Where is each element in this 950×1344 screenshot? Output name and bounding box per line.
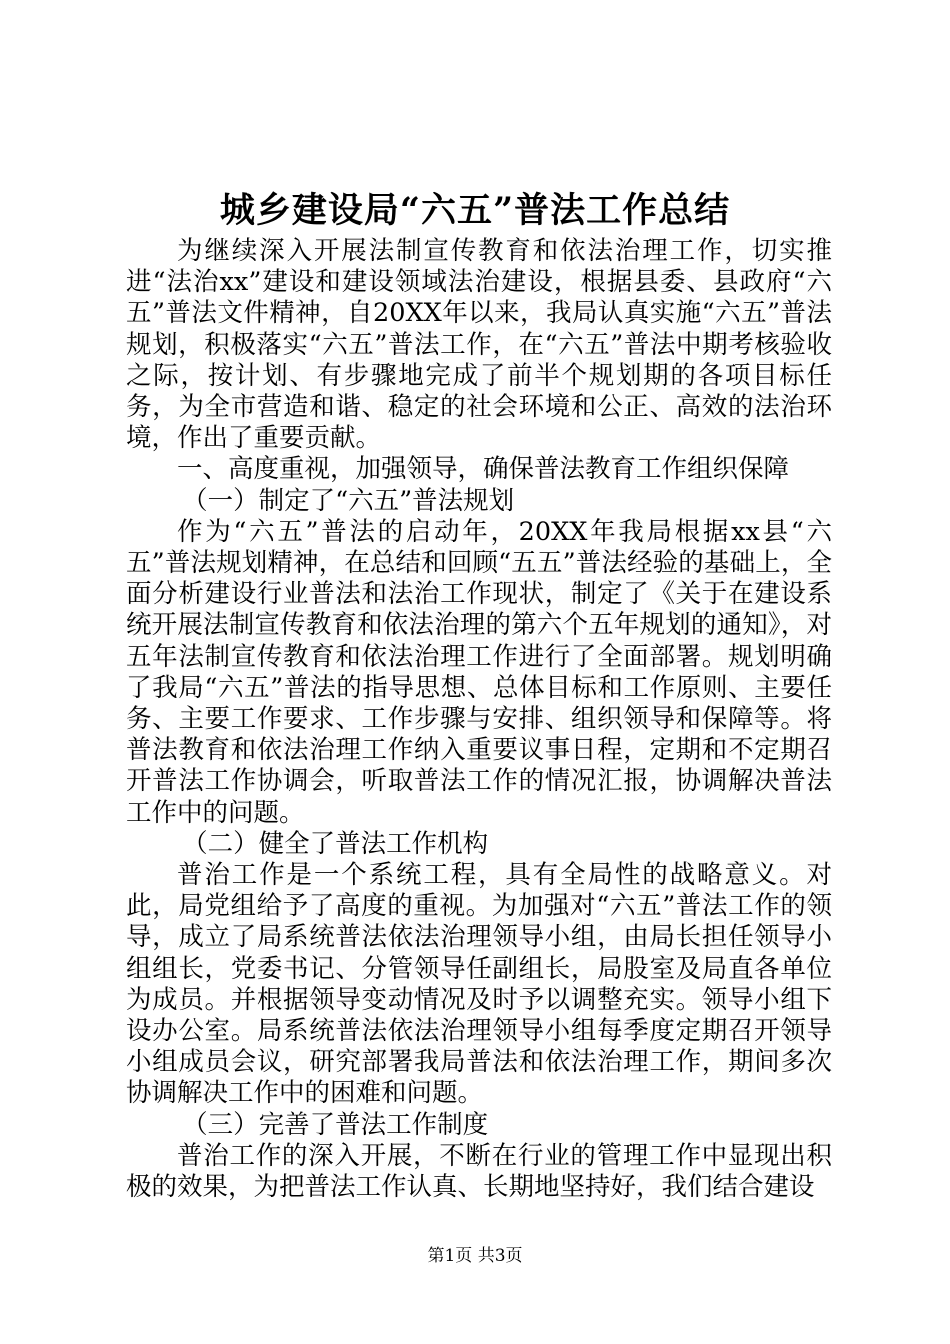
subsection-1-heading: （一）制定了“六五”普法规划 xyxy=(182,485,515,516)
section-1-heading: 一、高度重视，加强领导，确保普法教育工作组织保障 xyxy=(177,454,790,485)
page-number: 第1页 共3页 xyxy=(427,1246,523,1266)
subsection-3-heading: （三）完善了普法工作制度 xyxy=(182,1109,489,1140)
document-title: 城乡建设局“六五”普法工作总结 xyxy=(219,190,731,231)
document-body xyxy=(126,236,832,1203)
subsection-2-paragraph: 普治工作是一个系统工程，具有全局性的战略意义。对此，局党组给予了高度的重视。为加强对“六五”普法工作的领导，成立了局系统普法依法治理领导小组，由局长担任领导小组组长，党委书记、分管领导任副组长，局股室及局直各单位为成员。并根据领导变动情况及时予以调整充实。领导小组下设办公室。局系统普法依法治理领导小组每季度定期召开领导小组成员会议，研究部署我局普法和依法治理工作，期间多次协调解决工作中的困难和问题。 xyxy=(126,860,832,1109)
subsection-3-paragraph: 普治工作的深入开展，不断在行业的管理工作中显现出积极的效果，为把普法工作认真、长期地坚持好，我们结合建设 xyxy=(126,1140,832,1203)
subsection-2-heading: （二）健全了普法工作机构 xyxy=(182,828,489,859)
subsection-1-paragraph: 作为“六五”普法的启动年，20XX年我局根据xx县“六五”普法规划精神，在总结和回顾“五五”普法经验的基础上，全面分析建设行业普法和法治工作现状，制定了《关于在建设系统开展法制宣传教育和依法治理的第六个五年规划的通知》，对五年法制宣传教育和依法治理工作进行了全面部署。规划明确了我局“六五”普法的指导思想、总体目标和工作原则、主要任务、主要工作要求、工作步骤与安排、组织领导和保障等。将普法教育和依法治理工作纳入重要议事日程，定期和不定期召开普法工作协调会，听取普法工作的情况汇报，协调解决普法工作中的问题。 xyxy=(126,516,832,828)
intro-paragraph: 为继续深入开展法制宣传教育和依法治理工作，切实推进“法治xx”建设和建设领域法治建设，根据县委、县政府“六五”普法文件精神，自20XX年以来，我局认真实施“六五”普法规划，积极落实“六五”普法工作，在“六五”普法中期考核验收之际，按计划、有步骤地完成了前半个规划期的各项目标任务，为全市营造和谐、稳定的社会环境和公正、高效的法治环境，作出了重要贡献。 xyxy=(126,236,832,454)
